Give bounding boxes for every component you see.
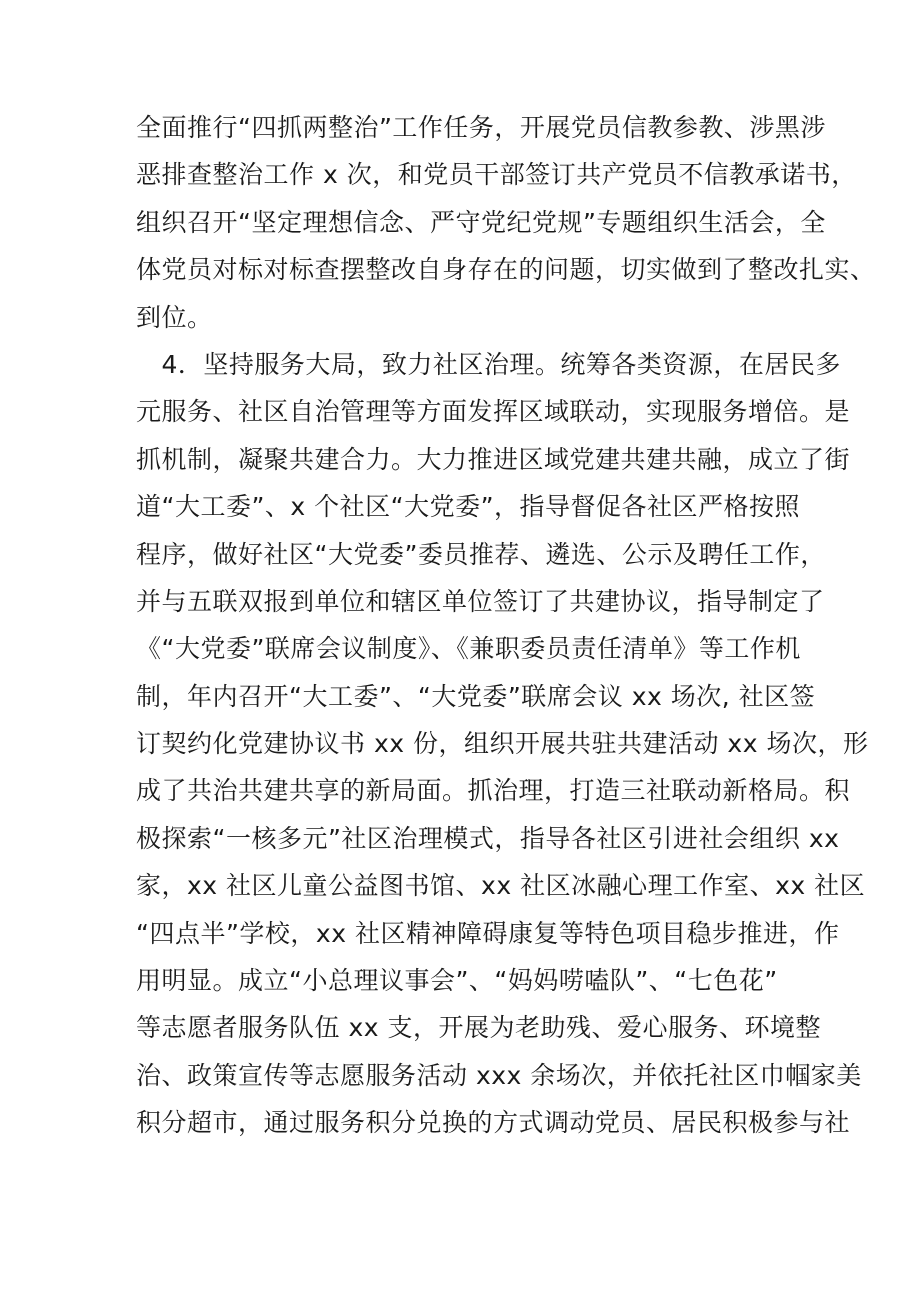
text-line: 家，xx 社区儿童公益图书馆、xx 社区冰融心理工作室、xx 社区	[136, 871, 866, 901]
text-line: 制，年内召开“大工委”、“大党委”联席会议 xx 场次, 社区签	[136, 681, 816, 711]
text-line: “四点半”学校，xx 社区精神障碍康复等特色项目稳步推进，作	[136, 918, 840, 948]
text-line: 用明显。成立“小总理议事会”、“妈妈唠嗑队”、“七色花”	[136, 966, 778, 996]
text-line: 组织召开“坚定理想信念、严守党纪党规”专题组织生活会，全	[136, 207, 826, 237]
text-line: 到位。	[136, 302, 213, 332]
text-line: 恶排查整治工作 x 次，和党员干部签订共产党员不信教承诺书，	[136, 160, 857, 190]
text-line: 元服务、社区自治管理等方面发挥区域联动，实现服务增倍。是	[136, 397, 851, 427]
text-line: 全面推行“四抓两整治”工作任务，开展党员信教参教、涉黑涉	[136, 113, 826, 142]
text-line: 并与五联双报到单位和辖区单位签订了共建协议，指导制定了	[136, 586, 825, 616]
section-4-first-line: 4．坚持服务大局，致力社区治理。统筹各类资源，在居民多	[136, 349, 841, 379]
text-line: 极探索“一核多元”社区治理模式，指导各社区引进社会组织 xx	[136, 823, 840, 853]
text-line: 抓机制，凝聚共建合力。大力推进区域党建共建共融，成立了街	[136, 444, 851, 474]
text-line: 治、政策宣传等志愿服务活动 xxx 余场次，并依托社区巾帼家美	[136, 1060, 862, 1090]
text-line: 成了共治共建共享的新局面。抓治理，打造三社联动新格局。积	[136, 776, 851, 806]
text-line: 《“大党委”联席会议制度》、《兼职委员责任清单》等工作机	[136, 634, 801, 664]
text-line: 等志愿者服务队伍 xx 支，开展为老助残、爱心服务、环境整	[136, 1013, 821, 1043]
text-line: 订契约化党建协议书 xx 份，组织开展共驻共建活动 xx 场次，形	[136, 729, 869, 759]
text-line: 积分超市，通过服务积分兑换的方式调动党员、居民积极参与社	[136, 1108, 851, 1138]
text-line: 体党员对标对标查摆整改自身存在的问题，切实做到了整改扎实、	[136, 255, 876, 285]
text-line: 程序，做好社区“大党委”委员推荐、遴选、公示及聘任工作，	[136, 539, 826, 569]
document-body-text	[136, 104, 876, 1147]
text-line: 道“大工委”、x 个社区“大党委”，指导督促各社区严格按照	[136, 492, 801, 522]
